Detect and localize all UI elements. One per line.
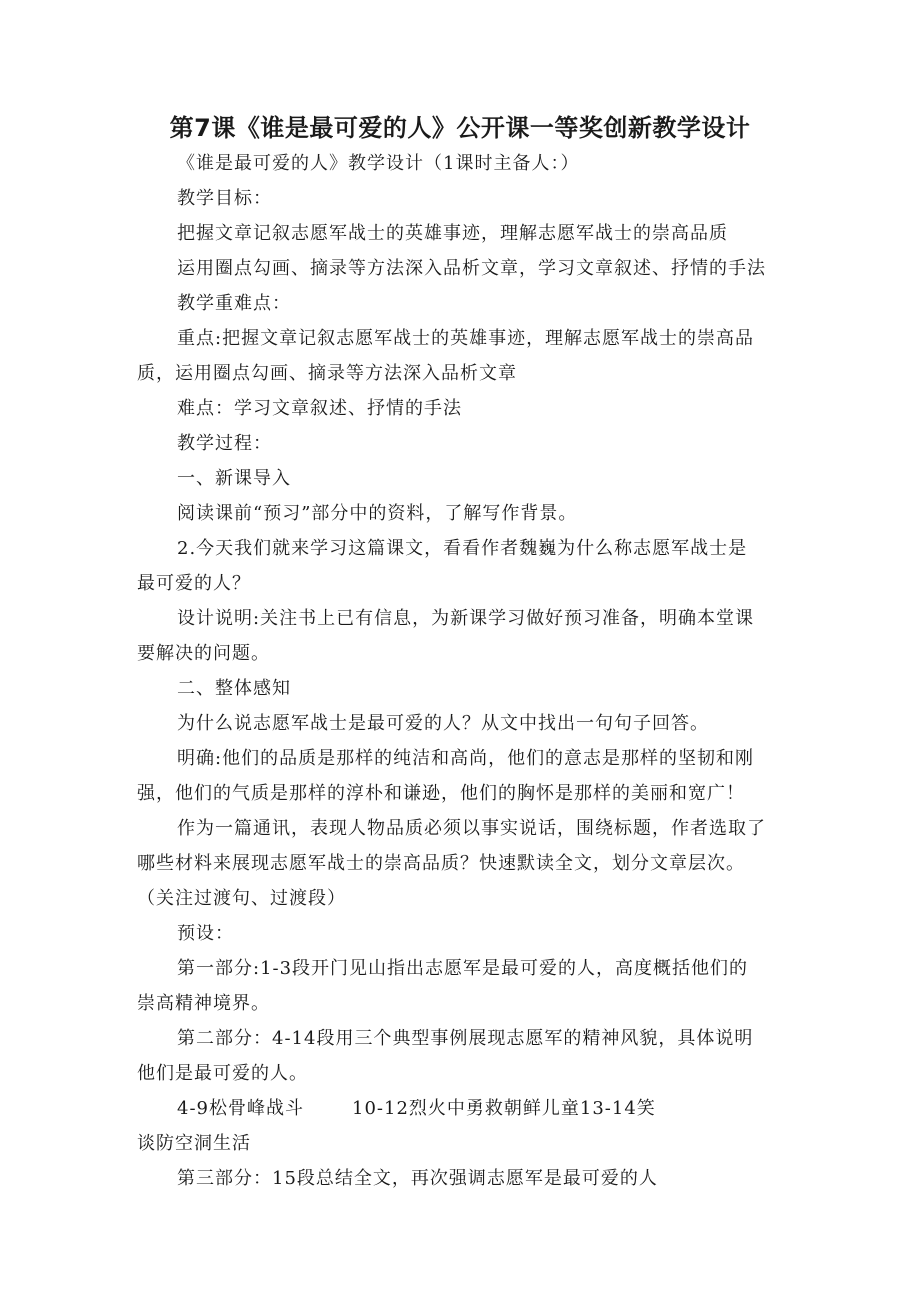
paragraph: 教学重难点： <box>177 293 291 314</box>
paragraph-line: 设计说明:关注书上已有信息，为新课学习做好预习准备，明确本堂课 <box>177 608 755 629</box>
paragraph: 二、整体感知 <box>177 678 291 699</box>
example-item-2: 10-12烈火中勇救朝鲜儿童13-14笑 <box>352 1098 656 1119</box>
paragraph: 《谁是最可爱的人》教学设计（1课时主备人：） <box>177 153 580 174</box>
paragraph: 一、新课导入 <box>177 468 291 489</box>
paragraph-line: 强，他们的气质是那样的淳朴和谦逊，他们的胸怀是那样的美丽和宽广！ <box>137 783 745 804</box>
paragraph-line: （关注过渡句、过渡段） <box>137 888 346 909</box>
paragraph-line: 重点:把握文章记叙志愿军战士的英雄事迹，理解志愿军战士的崇高品 <box>177 328 755 349</box>
paragraph-line: 明确:他们的品质是那样的纯洁和高尚，他们的意志是那样的坚韧和刚 <box>177 748 755 769</box>
paragraph <box>137 321 797 391</box>
paragraph <box>137 951 797 1021</box>
example-item-1: 4-9松骨峰战斗 <box>177 1098 304 1119</box>
paragraph-line: 哪些材料来展现志愿军战士的崇高品质？快速默读全文，划分文章层次。 <box>137 853 745 874</box>
paragraph: 难点：学习文章叙述、抒情的手法 <box>177 398 462 419</box>
paragraph <box>137 811 797 916</box>
paragraph-line: 要解决的问题。 <box>137 643 270 664</box>
closing-paragraph: 第三部分：15段总结全文，再次强调志愿军是最可爱的人 <box>177 1168 658 1189</box>
paragraph: 为什么说志愿军战士是最可爱的人？从文中找出一句句子回答。 <box>177 713 709 734</box>
paragraph: 教学目标： <box>177 188 272 209</box>
paragraph: 阅读课前“预习”部分中的资料，了解写作背景。 <box>177 503 578 524</box>
paragraph <box>137 531 797 601</box>
paragraph-line: 他们是最可爱的人。 <box>137 1063 308 1084</box>
paragraph <box>137 741 797 811</box>
paragraph-line: 第一部分:1-3段开门见山指出志愿军是最可爱的人，高度概括他们的 <box>177 958 749 979</box>
paragraph-list <box>137 146 797 1091</box>
document-title: 第7课《谁是最可爱的人》公开课一等奖创新教学设计 <box>169 114 751 142</box>
paragraph-line: 最可爱的人？ <box>137 573 251 594</box>
document-body <box>137 146 797 1196</box>
paragraph <box>137 1021 797 1091</box>
paragraph-line: 2.今天我们就来学习这篇课文，看看作者魏巍为什么称志愿军战士是 <box>177 538 748 559</box>
paragraph <box>137 601 797 671</box>
example-list-continuation: 谈防空洞生活 <box>137 1133 251 1154</box>
paragraph-line: 第二部分：4-14段用三个典型事例展现志愿军的精神风貌，具体说明 <box>177 1028 754 1049</box>
paragraph-line: 质，运用圈点勾画、摘录等方法深入品析文章 <box>137 363 517 384</box>
paragraph: 把握文章记叙志愿军战士的英雄事迹，理解志愿军战士的崇高品质 <box>177 223 728 244</box>
paragraph: 教学过程： <box>177 433 272 454</box>
paragraph: 预设： <box>177 923 234 944</box>
paragraph-line: 作为一篇通讯，表现人物品质必须以事实说话，围绕标题，作者选取了 <box>177 818 766 839</box>
paragraph: 运用圈点勾画、摘录等方法深入品析文章，学习文章叙述、抒情的手法 <box>177 258 766 279</box>
example-list-line <box>137 1091 797 1126</box>
paragraph-line: 崇高精神境界。 <box>137 993 270 1014</box>
